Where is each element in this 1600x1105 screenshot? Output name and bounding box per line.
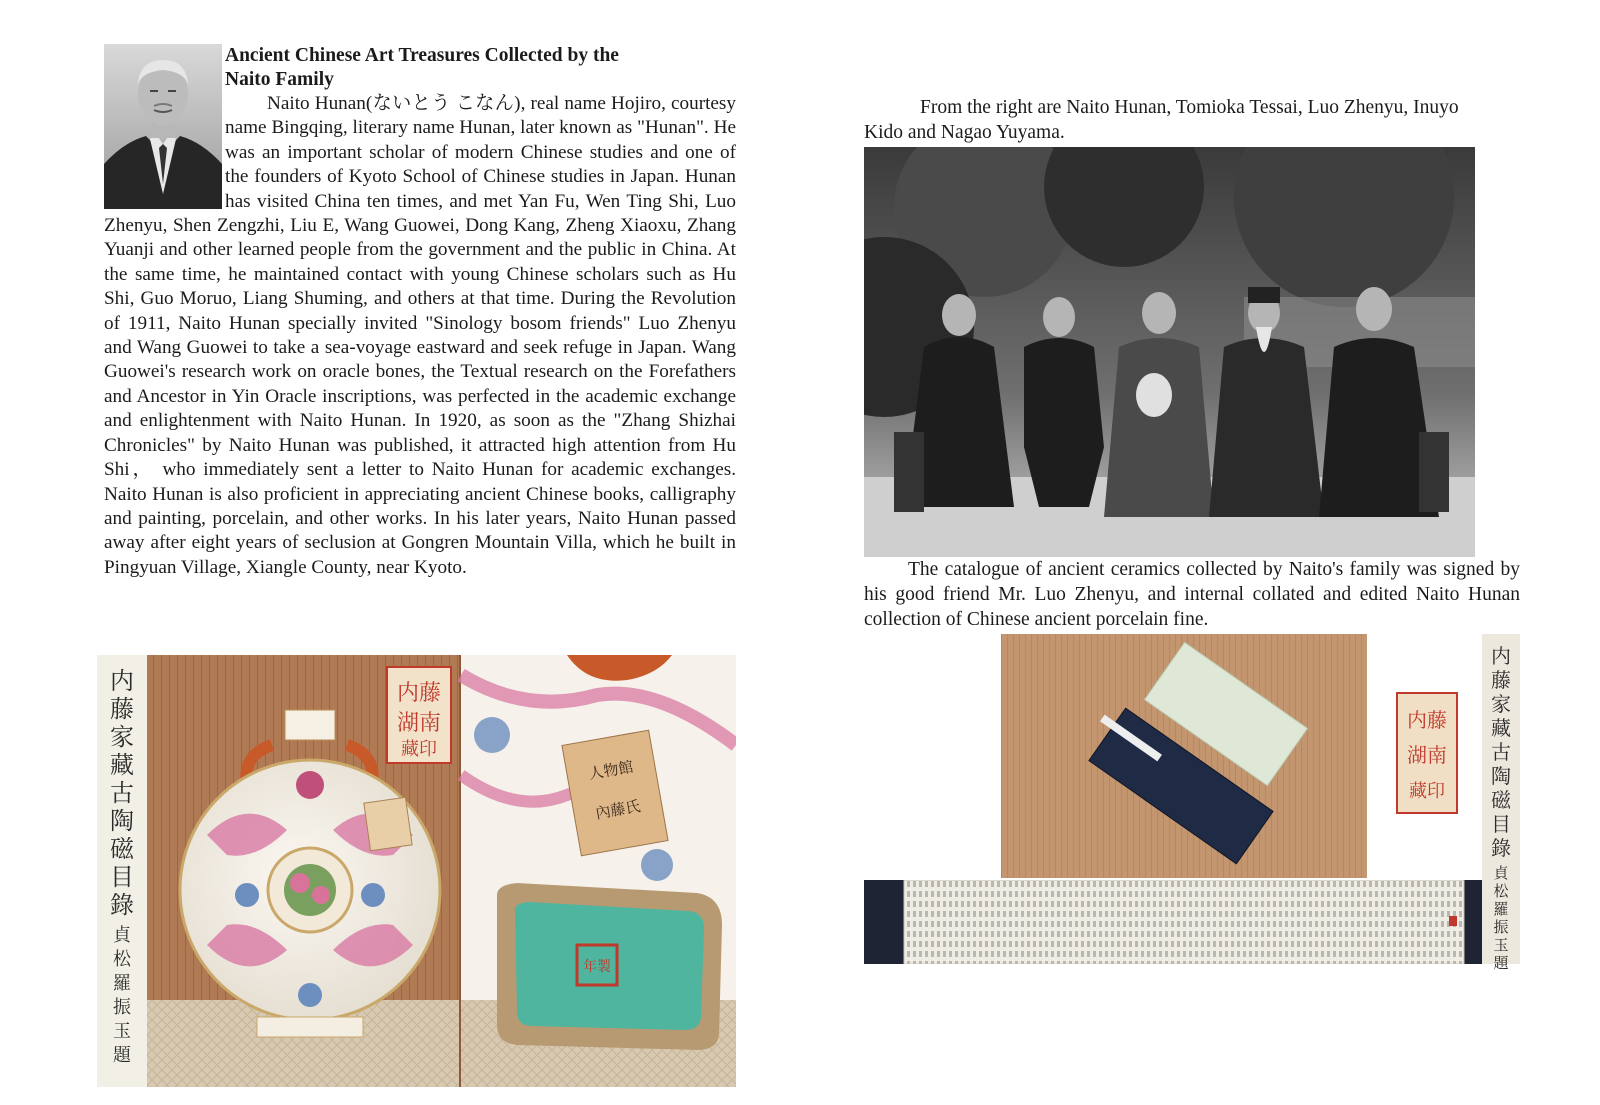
scroll-char: 内 [110,667,134,695]
svg-text:湖南: 湖南 [396,711,442,736]
scroll-signature-char: 松 [113,949,131,970]
scroll-char: 藤 [110,695,134,723]
svg-text:藏印: 藏印 [1409,781,1445,802]
article-title-line-1: Ancient Chinese Art Treasures Collected by the [225,45,619,66]
svg-text:內藤氏: 內藤氏 [594,796,642,823]
scroll-signature-char: 松 [1493,882,1509,900]
scroll-char: 藏 [110,751,134,779]
svg-text:年製: 年製 [583,959,611,975]
svg-text:藏印: 藏印 [401,739,437,760]
scroll-char: 内 [1491,644,1511,668]
scroll-signature-char: 振 [1493,918,1509,936]
catalogue-books-photo [1001,634,1367,878]
article-title-line-2: Naito Family [225,69,334,90]
left-article [104,44,736,580]
scroll-char: 陶 [110,807,134,835]
catalogue-description-text: The catalogue of ancient ceramics collected by Naito's family was signed by his good friend Mr. Luo Zhenyu, and internal collated and edited Naito Hunan collection of Chinese ancient porcelain fine. [864,559,1520,630]
scroll-char: 目 [1491,812,1511,836]
svg-text:内藤: 内藤 [1407,708,1447,732]
scroll-char: 古 [1491,740,1511,764]
svg-text:内藤: 内藤 [396,681,442,706]
catalogue-calligraphy-scroll [1482,634,1520,972]
scroll-signature-char: 題 [1493,954,1509,972]
scroll-signature-char: 羅 [113,973,131,994]
catalogue-handscroll [864,880,1482,964]
scroll-signature-char: 玉 [113,1021,131,1042]
vase-photo [97,655,736,1087]
scroll-char: 陶 [1491,764,1511,788]
group-photo-caption [864,95,1484,145]
scroll-signature-char: 振 [113,997,131,1018]
article-body: Naito Hunan(ないとう こなん), real name Hojiro, courtesy name Bingqing, literary name Hunan, later known as "Hunan". He was an important scholar of modern Chinese studies and one of the founders of Kyoto School of Chinese studies in Japan. Hunan has visited China ten times, and met Yan Fu, Wen Ting Shi, Luo Zhenyu, Shen Zengzhi, Liu E, Wang Guowei, Dong Kang, Zheng Xiaoxu, Zhang Yuanji and other learned people from the government and the public in China. At the same time, he maintained contact with young Chinese scholars such as Hu Shi, Guo Moruo, Liang Shuming, and others at that time. During the Revolution of 1911, Naito Hunan specially invited "Sinology bosom friends" Luo Zhenyu and Wang Guowei to take a sea-voyage eastward and seek refuge in Japan. Wang Guowei's research work on oracle bones, the Textual research on the Forefathers and Ancestor in Yin Oracle inscriptions, was perfected in the academic exchange and enlightenment with Naito Hunan. In 1920, as soon as the "Zhang Shizhai Chronicles" by Naito Hunan was published, it attracted high attention from Hu Shi， who immediately sent a letter to Naito Hunan for academic exchanges. Naito Hunan is also proficient in appreciating ancient Chinese books, calligraphy and painting, porcelain, and other works. In his later years, Naito Hunan passed away after eight years of seclusion at Gongren Mountain Villa, which he built in Pingyuan Village, Xiangle County, near Kyoto. [104,93,736,578]
svg-text:人物館: 人物館 [587,757,635,784]
catalogue-description [864,557,1520,632]
group-photo [864,147,1475,557]
scroll-char: 家 [1491,692,1511,716]
scroll-char: 藤 [1491,668,1511,692]
scroll-char: 磁 [1491,788,1511,812]
scroll-char: 家 [110,723,134,751]
scroll-signature-char: 羅 [1493,900,1509,918]
portrait-photo [104,44,222,209]
scroll-signature-char: 玉 [1493,936,1509,954]
scroll-signature-char: 貞 [113,925,131,946]
group-photo-caption-text: From the right are Naito Hunan, Tomioka Tessai, Luo Zhenyu, Inuyo Kido and Nagao Yuyama. [864,97,1459,143]
vase-calligraphy-scroll [97,655,147,1087]
scroll-char: 古 [110,779,134,807]
scroll-char: 錄 [1491,836,1511,860]
scroll-signature-char: 貞 [1493,864,1509,882]
scroll-char: 目 [110,863,134,891]
scroll-signature-char: 題 [113,1045,131,1066]
scroll-char: 藏 [1491,716,1511,740]
scroll-char: 錄 [110,891,134,919]
collector-seal [1396,692,1458,814]
scroll-char: 磁 [110,835,134,863]
svg-text:湖南: 湖南 [1407,743,1447,767]
